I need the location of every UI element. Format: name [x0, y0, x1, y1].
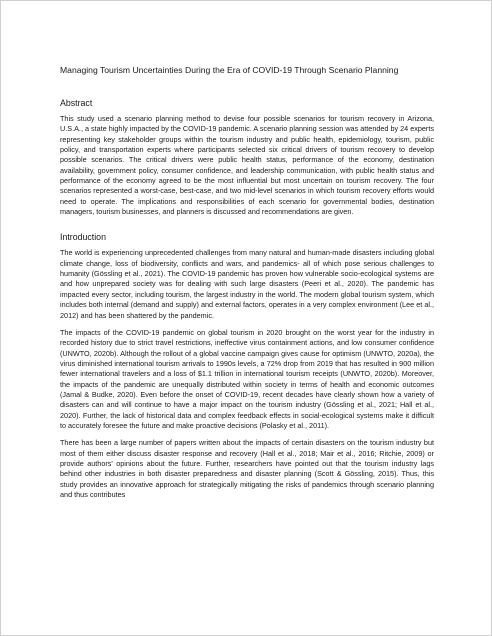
introduction-heading: Introduction	[60, 232, 106, 243]
abstract-section	[60, 98, 434, 217]
intro-paragraph-2: The impacts of the COVID-19 pandemic on global tourism in 2020 brought on the worst year for the industry in recorded history due to strict travel restrictions, ineffective virus containment actions, and low consumer confidence (UNWTO, 2020b). Although the rollout of a global vaccine campaign gives cause for optimism (UNWTO, 2020a), the virus diminished international tourism arrivals to 1990s levels, a 72% drop from 2019 that has resulted in 900 million fewer international travelers and a loss of $1.1 trillion in international tourism receipts (UNWTO, 2020b). Moreover, the impacts of the pandemic are unequally distributed within society in terms of health and economic outcomes (Jamal & Budke, 2020). Even before the onset of COVID-19, recent decades have clearly shown how a variety of disasters can and will continue to have a major impact on the tourism industry (Gössling et al., 2021; Hall et al., 2020). Further, the lack of historical data and complex feedback effects in social-ecological systems make it difficult to accurately foresee the future and make proactive decisions (Polasky et al., 2011).	[60, 327, 434, 430]
abstract-heading: Abstract	[60, 98, 93, 108]
introduction-section	[60, 232, 434, 500]
abstract-text: This study used a scenario planning method to devise four possible scenarios for tourism recovery in Arizona, U.S.A., a state highly impacted by the COVID-19 pandemic. A scenario planning session was attended by 24 experts representing key stakeholder groups within the tourism industry and public health, epidemiology, tourism, public policy, and transportation experts where participants selected six critical drivers of tourism recovery to develop possible scenarios. The critical drivers were public health status, performance of the economy, destination availability, government policy, consumer confidence, and leadership communication, with public health status and performance of the economy agreed to be the most influential but most uncertain on tourism recovery. The four scenarios represented a worst-case, best-case, and two mid-level scenarios in which tourism recovery efforts would need to operate. The implications and responsibilities of each scenario for governmental bodies, destination managers, tourism businesses, and planners is discussed and recommendations are given.	[60, 114, 434, 217]
intro-paragraph-1: The world is experiencing unprecedented challenges from many natural and human-made disasters including global climate change, loss of biodiversity, conflicts and wars, and pandemics- all of which pose serious challenges to humanity (Gössling et al., 2021). The COVID-19 pandemic has proven how vulnerable socio-ecological systems are and how unprepared society was for dealing with such large disasters (Peeri et al., 2020). The pandemic has impacted every sector, including tourism, the largest industry in the world. The modern global tourism system, which includes both internal (demand and supply) and external factors, operates in a very complex environment (Lee et al., 2012) and has been shattered by the pandemic.	[60, 248, 434, 320]
intro-paragraph-3: There has been a large number of papers written about the impacts of certain disasters on the tourism industry but most of them either discuss disaster response and recovery (Hall et al., 2018; Mair et al., 2016; Ritchie, 2009) or provide authors' opinions about the future. Further, researchers have pointed out that the tourism industry lags behind other industries in both disaster preparedness and disaster planning (Scott & Gössling, 2015). Thus, this study provides an innovative approach for strategically mitigating the risks of pandemics through scenario planning and thus contributes	[60, 438, 434, 499]
page-content	[60, 65, 434, 507]
paper-title: Managing Tourism Uncertainties During the Era of COVID-19 Through Scenario Planning	[60, 65, 399, 75]
